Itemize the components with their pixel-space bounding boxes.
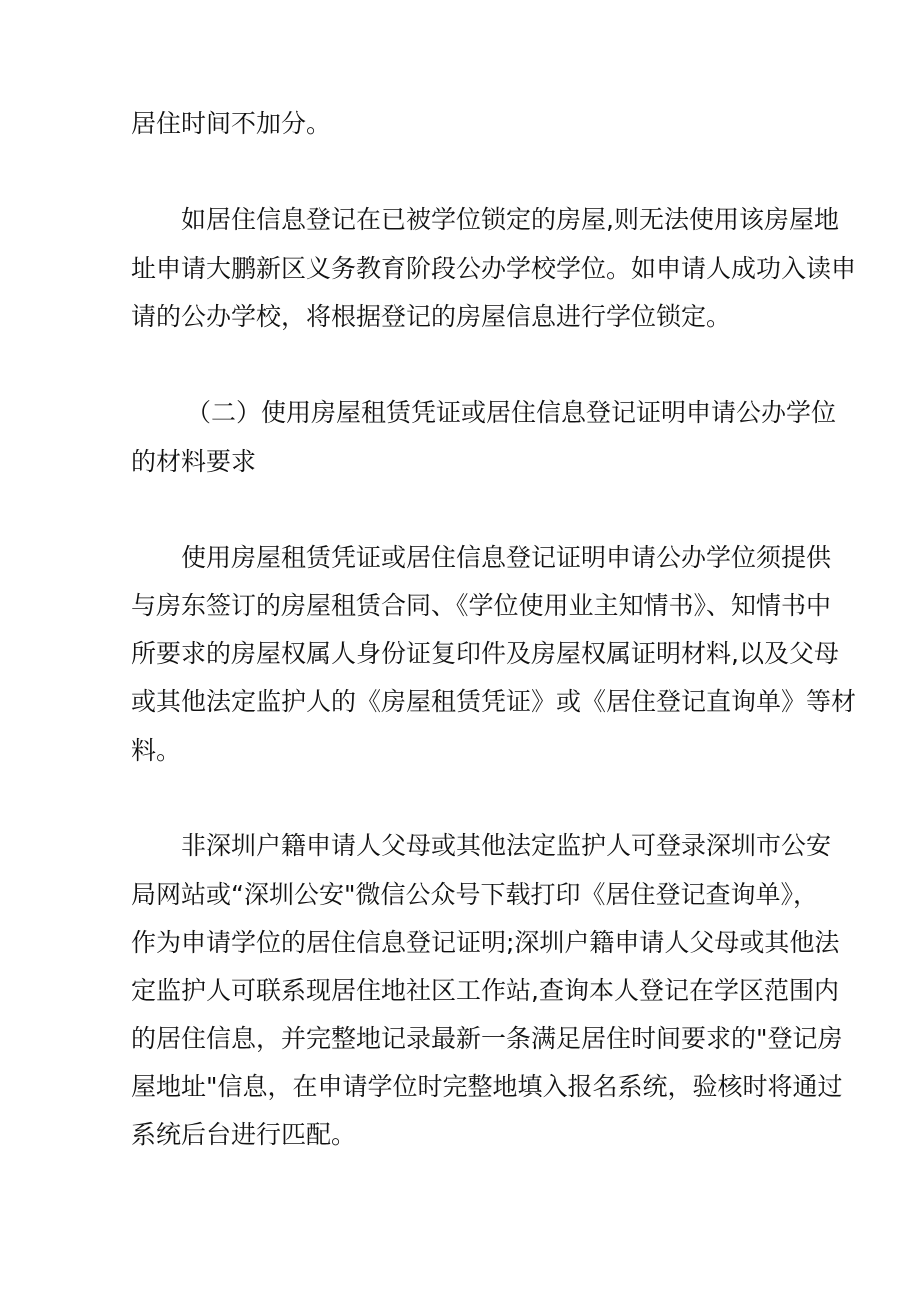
document-page: 居住时间不加分。 如居住信息登记在已被学位锁定的房屋,则无法使用该房屋地 址申请大鹏新区义务教育阶段公办学校学位。如申请人成功入读申 请的公办学校，将根据登记的房屋信息进行学位锁定。 （二）使用房屋租赁凭证或居住信息登记证明申请公办学位 的材料要求 使用房屋租赁凭证或居住信息登记证明申请公办学位须提供 与房东签订的房屋租赁合同、《学位使用业主知情书》、知情书中 所要求的房屋权属人身份证复印件及房屋权属证明材料,以及父母 或其他法定监护人的《房屋租赁凭证》或《居住登记直询单》等材 料。 非深圳户籍申请人父母或其他法定监护人可登录深圳市公安 局网站或“深圳公安"微信公众号下载打印《居住登记查询单》， 作为申请学位的居住信息登记证明;深圳户籍申请人父母或其他法 定监护人可联系现居住地社区工作站,查询本人登记在学区范围内 的居住信息，并完整地记录最新一条满足居住时间要求的"登记房 屋地址"信息，在申请学位时完整地填入报名系统，验核时将通过 系统后台进行匹配。 xyxy=(131,109,857,1149)
